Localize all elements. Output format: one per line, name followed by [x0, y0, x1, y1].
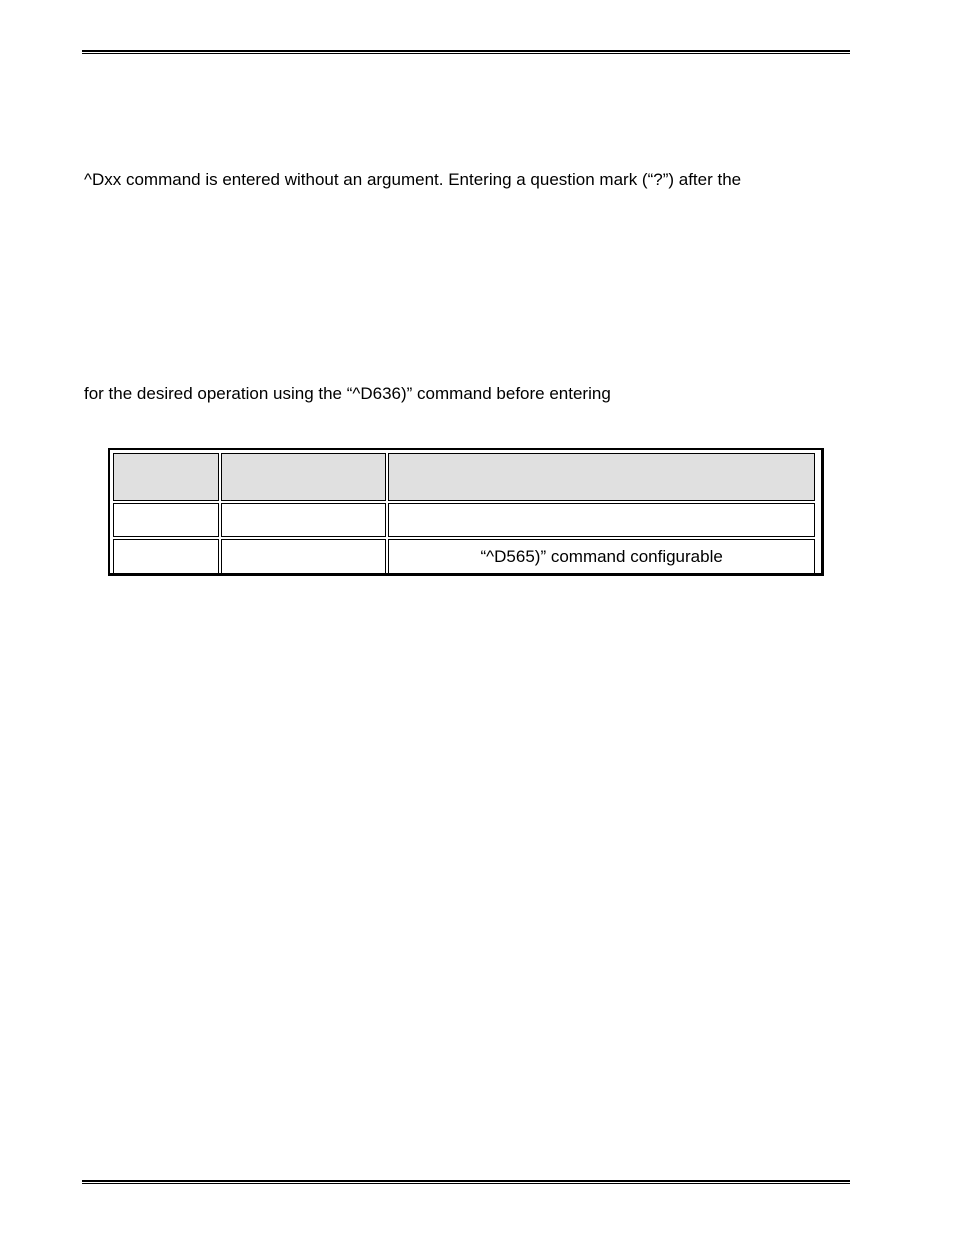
table-row — [113, 539, 815, 574]
table-header-row — [113, 453, 815, 501]
command-table — [108, 448, 824, 576]
body-paragraph-1: ^Dxx command is entered without an argument. Entering a question mark (“?”) after the — [84, 170, 742, 189]
table-header-cell — [388, 453, 815, 501]
table-cell — [113, 539, 219, 574]
table-row — [113, 503, 815, 537]
command-table-grid — [111, 451, 817, 576]
table-cell — [221, 503, 386, 537]
footer-rule — [82, 1180, 850, 1184]
header-rule — [82, 50, 850, 54]
table-cell — [221, 539, 386, 574]
table-header-cell — [113, 453, 219, 501]
table-cell — [113, 503, 219, 537]
body-paragraph-2: for the desired operation using the “^D636)” command before entering — [84, 384, 611, 403]
table-cell: “^D565)” command configurable — [388, 539, 815, 574]
table-header-cell — [221, 453, 386, 501]
table-cell — [388, 503, 815, 537]
